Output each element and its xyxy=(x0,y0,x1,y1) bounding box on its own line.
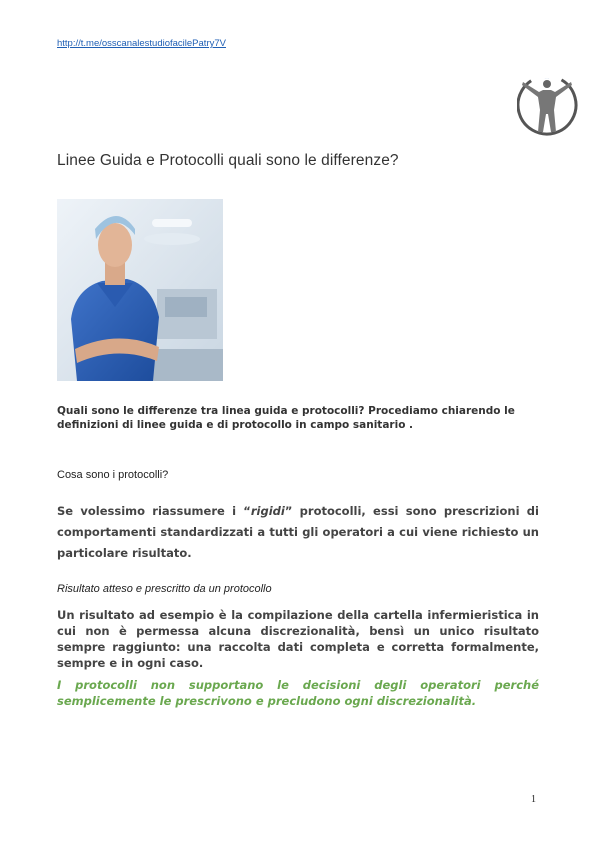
intro-paragraph: Quali sono le differenze tra linea guida e protocolli? Procediamo chiarendo le definizioni di linee guida e di protocollo in campo sanitario . xyxy=(57,405,515,431)
page-title: Linee Guida e Protocolli quali sono le differenze? xyxy=(57,152,399,169)
channel-link[interactable]: http://t.me/osscanalestudiofacilePatry7V xyxy=(57,38,226,49)
highlight-paragraph: I protocolli non supportano le decisioni degli operatori perché semplicemente le prescrivono e precludono ogni discrezionalità. xyxy=(57,678,539,708)
emphasis-rigidi: rigidi xyxy=(250,504,285,518)
vitruvian-figure-icon xyxy=(517,70,579,140)
paragraph-text-start: Se volessimo riassumere i “ xyxy=(57,504,251,518)
example-paragraph: Un risultato ad esempio è la compilazione della cartella infermieristica in cui non è permessa alcuna discrezionalità, bensì un unico risultato sempre raggiunto: una raccolta dati completa e corretta formalmente, sempre e in ogni caso. xyxy=(57,608,539,670)
section-heading-risultato: Risultato atteso e prescritto da un protocollo xyxy=(57,583,272,595)
section-heading-protocolli: Cosa sono i protocolli? xyxy=(57,469,169,481)
svg-text:· · ·: · · · xyxy=(544,76,550,80)
protocols-definition-paragraph xyxy=(57,501,539,564)
paragraph-text-end: ” protocolli, essi sono prescrizioni di comportamenti standardizzati a tutti gli operatori a cui viene richiesto un particolare risultato. xyxy=(57,504,539,560)
doctor-photo xyxy=(57,199,223,381)
page-number: 1 xyxy=(531,794,536,805)
